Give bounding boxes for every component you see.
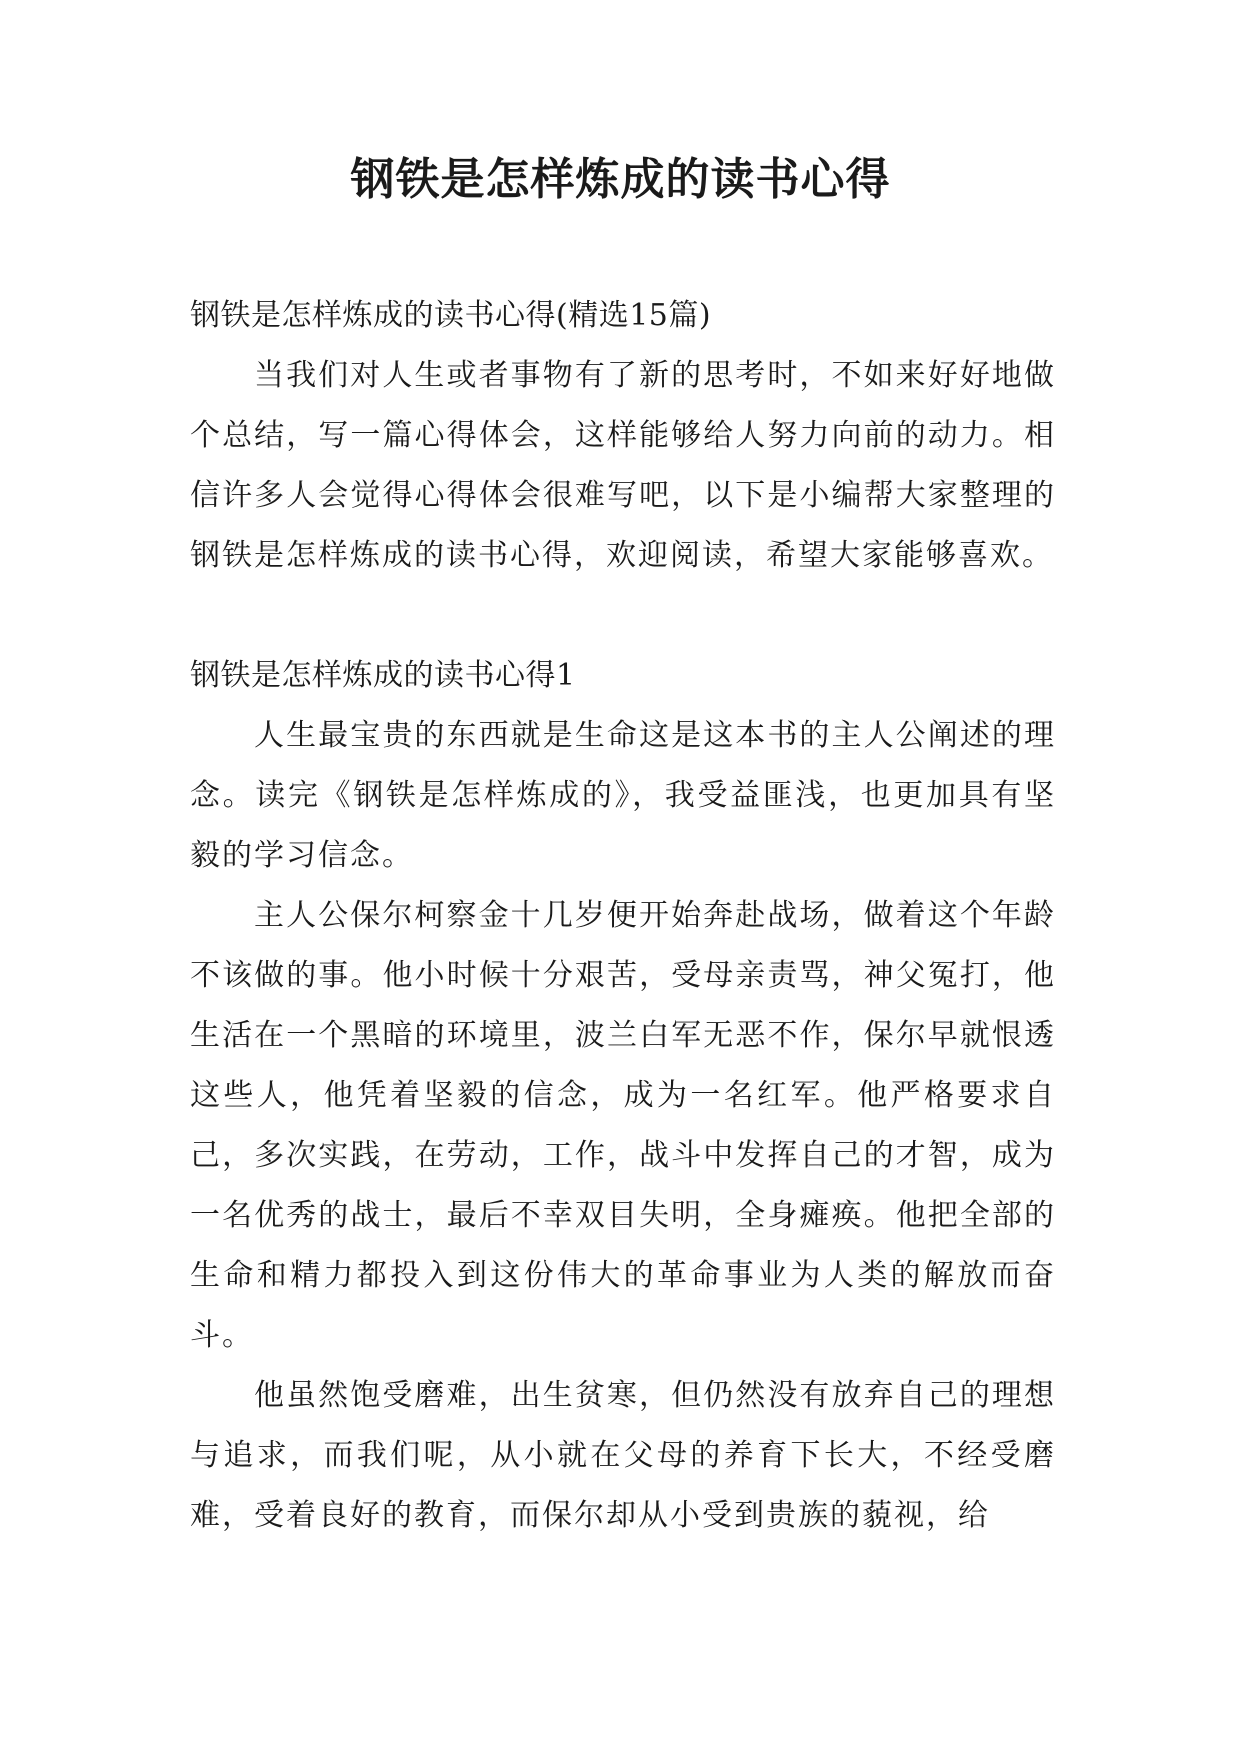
- document-subtitle: 钢铁是怎样炼成的读书心得(精选15篇): [190, 298, 712, 333]
- body-paragraph: 人生最宝贵的东西就是生命这是这本书的主人公阐述的理念。读完《钢铁是怎样炼成的》，我受益匪浅，也更加具有坚毅的学习信念。: [190, 718, 1056, 873]
- document-title: 钢铁是怎样炼成的读书心得: [350, 154, 891, 205]
- document-body: [190, 286, 1056, 1546]
- body-paragraph: 他虽然饱受磨难，出生贫寒，但仍然没有放弃自己的理想与追求，而我们呢，从小就在父母的养育下长大，不经受磨难，受着良好的教育，而保尔却从小受到贵族的藐视，给: [190, 1378, 1056, 1533]
- intro-paragraph: 当我们对人生或者事物有了新的思考时，不如来好好地做个总结，写一篇心得体会，这样能够给人努力向前的动力。相信许多人会觉得心得体会很难写吧，以下是小编帮大家整理的钢铁是怎样炼成的读书心得，欢迎阅读，希望大家能够喜欢。: [190, 358, 1056, 573]
- section-heading: 钢铁是怎样炼成的读书心得1: [190, 658, 576, 693]
- body-paragraph: 主人公保尔柯察金十几岁便开始奔赴战场，做着这个年龄不该做的事。他小时候十分艰苦，受母亲责骂，神父冤打，他生活在一个黑暗的环境里，波兰白军无恶不作，保尔早就恨透这些人，他凭着坚毅的信念，成为一名红军。他严格要求自己，多次实践，在劳动，工作，战斗中发挥自己的才智，成为一名优秀的战士，最后不幸双目失明，全身瘫痪。他把全部的生命和精力都投入到这份伟大的革命事业为人类的解放而奋斗。: [190, 898, 1056, 1353]
